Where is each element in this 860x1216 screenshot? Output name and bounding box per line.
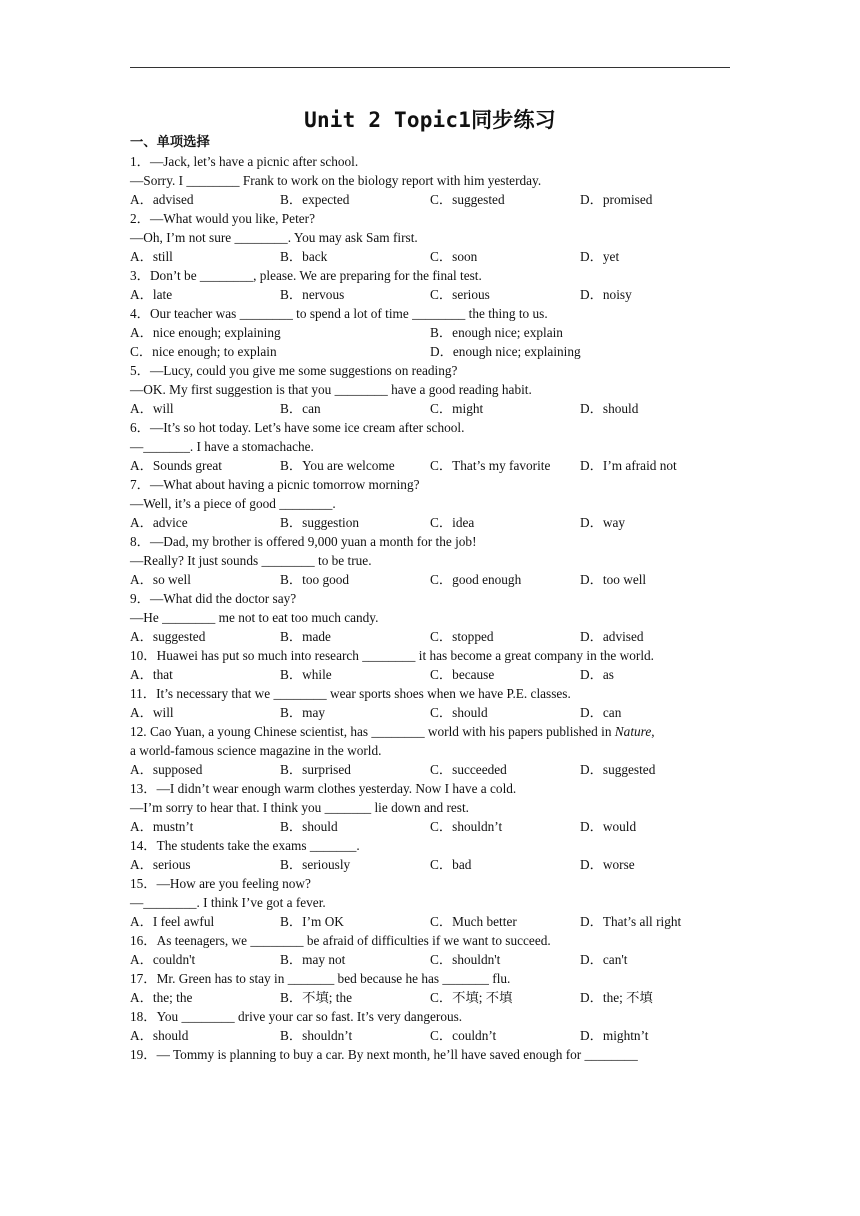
answer-option[interactable]: A．should [130,1028,189,1043]
header-rule [130,67,730,68]
question-line: 13．—I didn’t wear enough warm clothes yesterday. Now I have a cold. [130,781,517,796]
answer-option[interactable]: C．because [430,667,495,682]
question-line [130,722,734,741]
answer-option[interactable]: C．couldn’t [430,1028,497,1043]
options-row [130,570,734,589]
answer-option[interactable]: D．enough nice; explaining [430,344,581,359]
answer-option[interactable]: A．still [130,249,173,264]
answer-option[interactable]: B．expected [280,192,350,207]
question-line: 11．It’s necessary that we ________ wear sports shoes when we have P.E. classes. [130,686,571,701]
answer-option[interactable]: C．suggested [430,192,505,207]
options-row [130,456,734,475]
question-line: —Well, it’s a piece of good ________. [130,496,336,511]
answer-option[interactable]: C．might [430,401,484,416]
question-list [130,133,734,1064]
question-line: 15．—How are you feeling now? [130,876,311,891]
answer-option[interactable]: A．I feel awful [130,914,215,929]
options-row [130,247,734,266]
answer-option[interactable]: A．that [130,667,173,682]
answer-option[interactable]: A．will [130,401,174,416]
answer-option[interactable]: D．too well [580,572,647,587]
answer-option[interactable]: A．mustn’t [130,819,194,834]
question-line: 14．The students take the exams _______. [130,838,360,853]
answer-option[interactable]: B．may not [280,952,346,967]
options-row [130,703,734,722]
answer-option[interactable]: A．the; the [130,990,193,1005]
question-line: 19．— Tommy is planning to buy a car. By next month, he’ll have saved enough for ________ [130,1047,638,1062]
answer-option[interactable]: A．advised [130,192,194,207]
answer-option[interactable]: B．suggestion [280,515,360,530]
answer-option[interactable]: C．Much better [430,914,517,929]
question-italic-text: Nature [614,724,652,739]
question-line: 6．—It’s so hot today. Let’s have some ice cream after school. [130,420,465,435]
answer-option[interactable]: C．stopped [430,629,494,644]
options-row [130,950,734,969]
answer-option[interactable]: C．succeeded [430,762,507,777]
question-line: —Sorry. I ________ Frank to work on the biology report with him yesterday. [130,173,542,188]
question-line: 16．As teenagers, we ________ be afraid of difficulties if we want to succeed. [130,933,551,948]
answer-option[interactable]: D．as [580,667,614,682]
options-row [130,323,734,342]
answer-option[interactable]: C．nice enough; to explain [130,344,277,359]
punctuation: , [651,724,655,739]
answer-option[interactable]: C．That’s my favorite [430,458,551,473]
options-row [130,912,734,931]
answer-option[interactable]: D．the; 不填 [580,990,653,1005]
answer-option[interactable]: A．advice [130,515,188,530]
options-row [130,627,734,646]
answer-option[interactable]: B．shouldn’t [280,1028,353,1043]
answer-option[interactable]: D．way [580,515,626,530]
answer-option[interactable]: D．I’m afraid not [580,458,677,473]
answer-option[interactable]: D．can [580,705,622,720]
answer-option[interactable]: A．suggested [130,629,206,644]
options-row [130,342,734,361]
question-line: —Oh, I’m not sure ________. You may ask Sam first. [130,230,418,245]
answer-option[interactable]: A．so well [130,572,191,587]
page-title: Unit 2 Topic1同步练习 [304,108,556,132]
answer-option[interactable]: C．soon [430,249,478,264]
question-line: a world-famous science magazine in the world. [130,743,382,758]
options-row [130,513,734,532]
answer-option[interactable]: C．shouldn’t [430,819,503,834]
answer-option[interactable]: C．不填; 不填 [430,990,513,1005]
question-line: 9．—What did the doctor say? [130,591,297,606]
answer-option[interactable]: C．good enough [430,572,522,587]
answer-option[interactable]: C．shouldn't [430,952,501,967]
question-line: —OK. My first suggestion is that you ________ have a good reading habit. [130,382,532,397]
question-line: 17．Mr. Green has to stay in _______ bed because he has _______ flu. [130,971,511,986]
answer-option[interactable]: C．bad [430,857,472,872]
question-line: 1．—Jack, let’s have a picnic after school. [130,154,359,169]
question-line: —I’m sorry to hear that. I think you _______ lie down and rest. [130,800,470,815]
question-text: 12. Cao Yuan, a young Chinese scientist, has ________ world with his papers published in [130,724,615,739]
question-line: —He ________ me not to eat too much candy. [130,610,379,625]
question-line: —Really? It just sounds ________ to be true. [130,553,372,568]
answer-option[interactable]: B．surprised [280,762,351,777]
answer-option[interactable]: B．may [280,705,326,720]
answer-option[interactable]: A．late [130,287,173,302]
answer-option[interactable]: D．mightn’t [580,1028,649,1043]
options-row [130,190,734,209]
answer-option[interactable]: D．should [580,401,639,416]
answer-option[interactable]: C．serious [430,287,490,302]
answer-option[interactable]: D．worse [580,857,635,872]
answer-option[interactable]: B．should [280,819,338,834]
answer-option[interactable]: D．can't [580,952,628,967]
answer-option[interactable]: A．serious [130,857,191,872]
answer-option[interactable]: D．promised [580,192,653,207]
answer-option[interactable]: A．supposed [130,762,203,777]
answer-option[interactable]: A．will [130,705,174,720]
answer-option[interactable]: B．You are welcome [280,458,395,473]
answer-option[interactable]: A．Sounds great [130,458,222,473]
answer-option[interactable]: A．nice enough; explaining [130,325,281,340]
answer-option[interactable]: B．too good [280,572,350,587]
answer-option[interactable]: D．That’s all right [580,914,682,929]
answer-option[interactable]: C．idea [430,515,475,530]
question-line: 10．Huawei has put so much into research ________ it has become a great company in the world. [130,648,654,663]
answer-option[interactable]: B．can [280,401,321,416]
options-row [130,399,734,418]
options-row [130,1026,734,1045]
answer-option[interactable]: A．couldn't [130,952,196,967]
answer-option[interactable]: D．advised [580,629,644,644]
question-line: 4．Our teacher was ________ to spend a lot of time ________ the thing to us. [130,306,548,321]
options-row [130,988,734,1007]
question-line: —_______. I have a stomachache. [130,439,314,454]
question-line: 3．Don’t be ________, please. We are preparing for the final test. [130,268,482,283]
section-heading: 一、单项选择 [130,135,210,150]
options-row [130,760,734,779]
answer-option[interactable]: B．while [280,667,332,682]
answer-option[interactable]: B．back [280,249,328,264]
question-line: —________. I think I’ve got a fever. [130,895,326,910]
options-row [130,285,734,304]
answer-option[interactable]: B．不填; the [280,990,353,1005]
answer-option[interactable]: D．would [580,819,637,834]
answer-option[interactable]: B．made [280,629,331,644]
question-line: 8．—Dad, my brother is offered 9,000 yuan a month for the job! [130,534,477,549]
options-row [130,817,734,836]
answer-option[interactable]: C．should [430,705,488,720]
answer-option[interactable]: D．noisy [580,287,632,302]
answer-option[interactable]: D．yet [580,249,620,264]
answer-option[interactable]: B．I’m OK [280,914,344,929]
question-line: 7．—What about having a picnic tomorrow morning? [130,477,420,492]
options-row [130,665,734,684]
question-line: 2．—What would you like, Peter? [130,211,316,226]
answer-option[interactable]: B．nervous [280,287,345,302]
answer-option[interactable]: B．seriously [280,857,351,872]
answer-option[interactable]: D．suggested [580,762,656,777]
question-line: 5．—Lucy, could you give me some suggestions on reading? [130,363,458,378]
question-line: 18．You ________ drive your car so fast. It’s very dangerous. [130,1009,463,1024]
options-row [130,855,734,874]
answer-option[interactable]: B．enough nice; explain [430,325,563,340]
